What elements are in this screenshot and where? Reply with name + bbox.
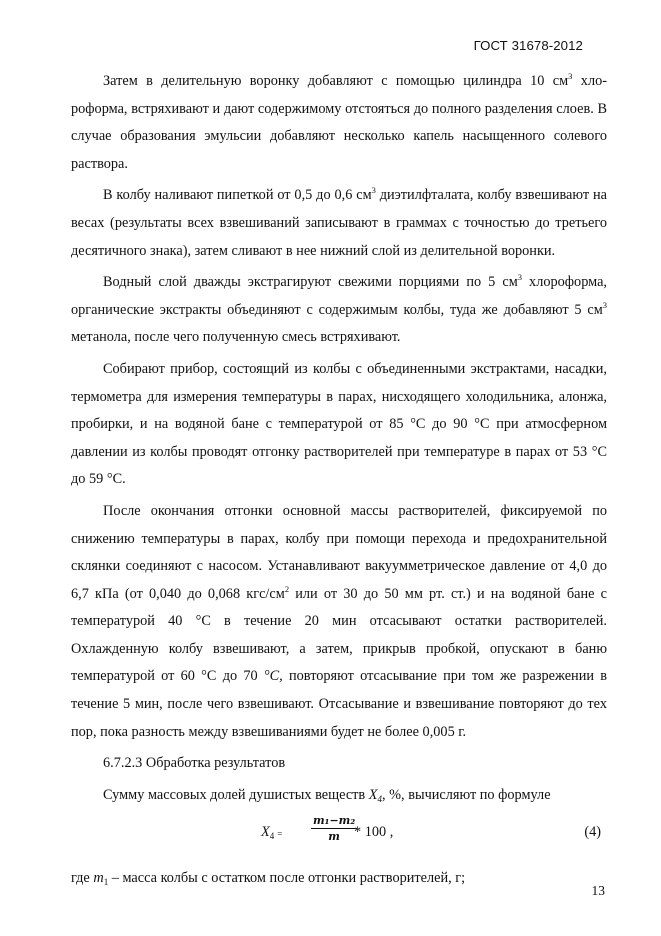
subscript: 4	[377, 793, 382, 804]
superscript: 3	[602, 299, 607, 310]
where-definition	[71, 865, 607, 893]
formula-4	[71, 813, 607, 859]
text-run: Затем в делительную воронку добавляют с помощью цилиндра 10 см	[103, 73, 569, 89]
variable: m	[93, 870, 104, 887]
variable: X	[261, 824, 270, 841]
superscript: 3	[517, 272, 523, 283]
text-run: хлороформа, органические экстракты объединяют с содержимым колбы, туда же добавляют 5 см	[71, 274, 607, 318]
superscript: 3	[568, 71, 573, 81]
section-heading: 6.7.2.3 Обработка результатов	[103, 755, 286, 772]
text-run: или от 30 до 50 мм рт. ст.) и на водяной бане с температурой 40 °С в течение 20 мин отсасывают остатки растворителей. Охлажденную колбу взвешивают, а затем, прикрыв пробкой, опускают в баню температурой от 60 °С до 70	[71, 585, 607, 685]
variable: X	[368, 786, 378, 803]
page-number: 13	[591, 883, 605, 898]
text-run: диэтилфталата, колбу взвешивают на весах (результаты всех взвешиваний записывают в граммах с точностью до третьего десятичного знака), затем сливают в нее нижний слой из делительной воронки.	[71, 187, 607, 259]
paragraph-chloroform-addition	[71, 68, 607, 178]
subscript: 4	[269, 831, 275, 842]
paragraph-apparatus: Собирают прибор, состоящий из колбы с объединенными экстрактами, насадки, термометра для измерения температуры в парах, нисходящего холодильника, алонжа, пробирки, и на водяной бане с температурой от 85 °С до 90 °С при атмосферном давлении из колбы проводят отгонку растворителей при температуре в парах от 53 °С до 59 °С.	[71, 360, 607, 488]
text-run: повторяют отсасывание при том же разрежении в течение 5 мин, после чего взвешивают. Отсасывание и взвешивание повторяют до тех пор, пока разность между взвешиваниями будет не более 0,005 г.	[71, 668, 607, 740]
equals-sign: =	[277, 829, 283, 840]
italic-run: °С,	[263, 668, 283, 685]
formula-fraction	[311, 814, 357, 844]
formula-lhs	[261, 819, 282, 849]
text-run: , %, вычисляют по формуле	[382, 786, 551, 803]
superscript: 3	[371, 185, 376, 196]
text-run: В колбу наливают пипеткой от 0,5 до 0,6 см	[103, 187, 372, 204]
standard-number: ГОСТ 31678-2012	[473, 38, 583, 53]
fraction-denominator: m	[328, 830, 340, 844]
text-run: где	[71, 870, 94, 887]
fraction-numerator: m₁−m₂	[313, 814, 356, 828]
superscript: 2	[284, 583, 290, 594]
paragraph-vacuum	[71, 498, 607, 746]
subscript: 1	[103, 877, 109, 888]
formula-number: (4)	[584, 824, 601, 841]
document-body	[71, 68, 607, 897]
formula-rest: * 100 ,	[354, 824, 394, 841]
text-run: – масса колбы с остатком после отгонки растворителей, г;	[108, 870, 466, 887]
paragraph-extraction	[71, 269, 607, 352]
paragraph-diethylphthalate	[71, 182, 607, 265]
text-run: Сумму массовых долей душистых веществ	[103, 786, 369, 803]
paragraph-formula-intro	[71, 782, 607, 810]
text-run: После окончания отгонки основной массы растворителей, фиксируемой по снижению температуры в парах, колбу при помощи перехода и предохранительной склянки соединяют с насосом. Устанавливают вакуумметрическое давление от 4,0 до 6,7 кПа (от 0,040 до 0,068 кгс/см	[71, 502, 607, 602]
text-run: Водный слой дважды экстрагируют свежими порциями по 5 см	[103, 274, 518, 291]
text-run: метанола, после чего полученную смесь встряхивают.	[71, 329, 401, 346]
text-run: хлороформа, встряхивают и дают содержимому отстояться до полного разделения слоев. В случае образования эмульсии добавляют несколько капель насыщенного солевого раствора.	[71, 73, 607, 172]
